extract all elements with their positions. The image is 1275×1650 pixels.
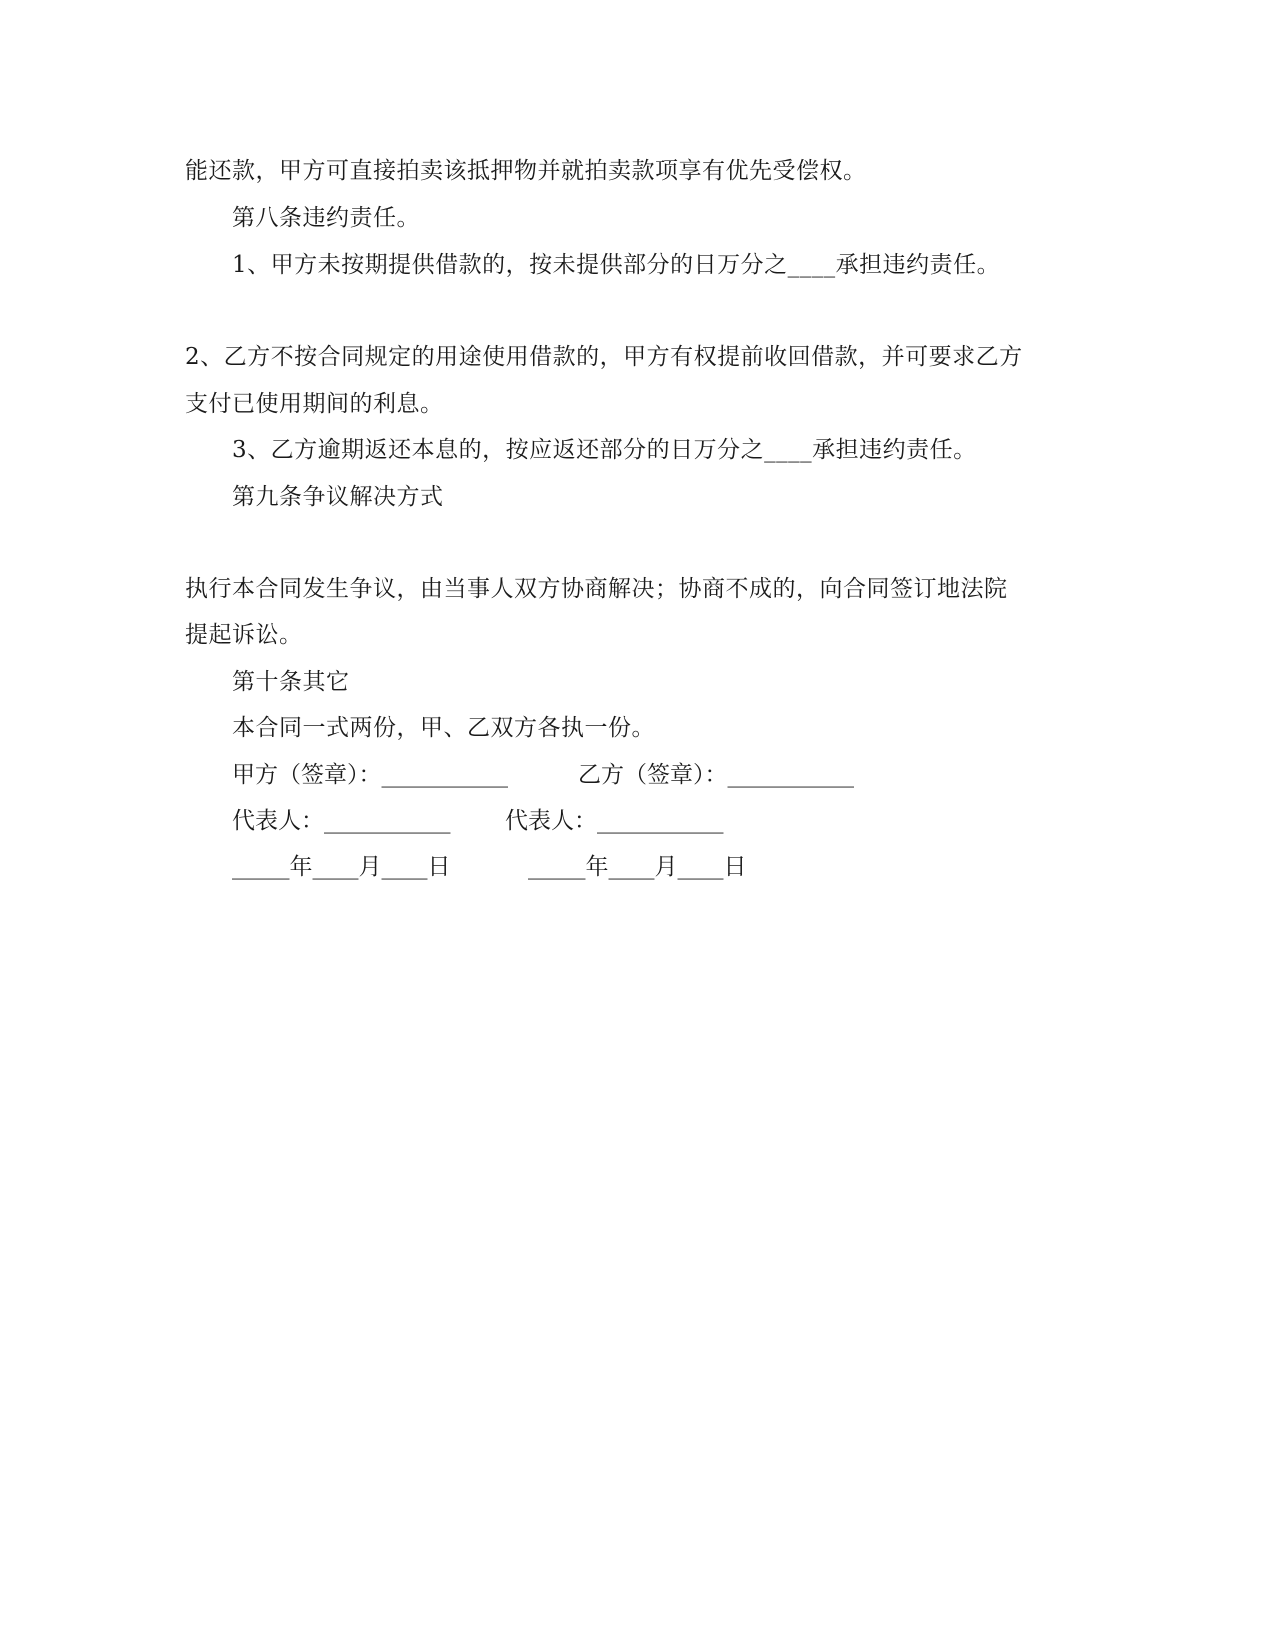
paragraph-continuation: 能还款，甲方可直接拍卖该抵押物并就拍卖款项享有优先受偿权。	[185, 158, 867, 184]
date-row	[0, 852, 1275, 882]
representative-row	[0, 806, 1275, 836]
article-10-title: 第十条其它	[232, 669, 350, 695]
party-a-signature: 甲方（签章）：___________	[232, 762, 508, 788]
party-b-date: _____年____月____日	[528, 854, 747, 880]
article-9-line-2: 提起诉讼。	[185, 622, 303, 648]
article-8-item-2-line-2: 支付已使用期间的利息。	[185, 391, 444, 417]
article-10-body: 本合同一式两份，甲、乙双方各执一份。	[232, 715, 655, 741]
party-b-representative: 代表人：___________	[505, 808, 724, 834]
party-b-signature: 乙方（签章）：___________	[578, 762, 854, 788]
party-a-date: _____年____月____日	[232, 854, 451, 880]
article-8-item-2-line-1: 2、乙方不按合同规定的用途使用借款的，甲方有权提前收回借款，并可要求乙方	[185, 344, 1023, 370]
article-8-title: 第八条违约责任。	[232, 205, 420, 231]
article-9-title: 第九条争议解决方式	[232, 484, 444, 510]
article-8-item-1: 1、甲方未按期提供借款的，按未提供部分的日万分之____承担违约责任。	[232, 252, 1001, 278]
article-9-line-1: 执行本合同发生争议，由当事人双方协商解决；协商不成的，向合同签订地法院	[185, 576, 1008, 602]
article-8-item-3: 3、乙方逾期返还本息的，按应返还部分的日万分之____承担违约责任。	[232, 437, 977, 463]
party-a-representative: 代表人：___________	[232, 808, 451, 834]
signature-row	[0, 760, 1275, 790]
